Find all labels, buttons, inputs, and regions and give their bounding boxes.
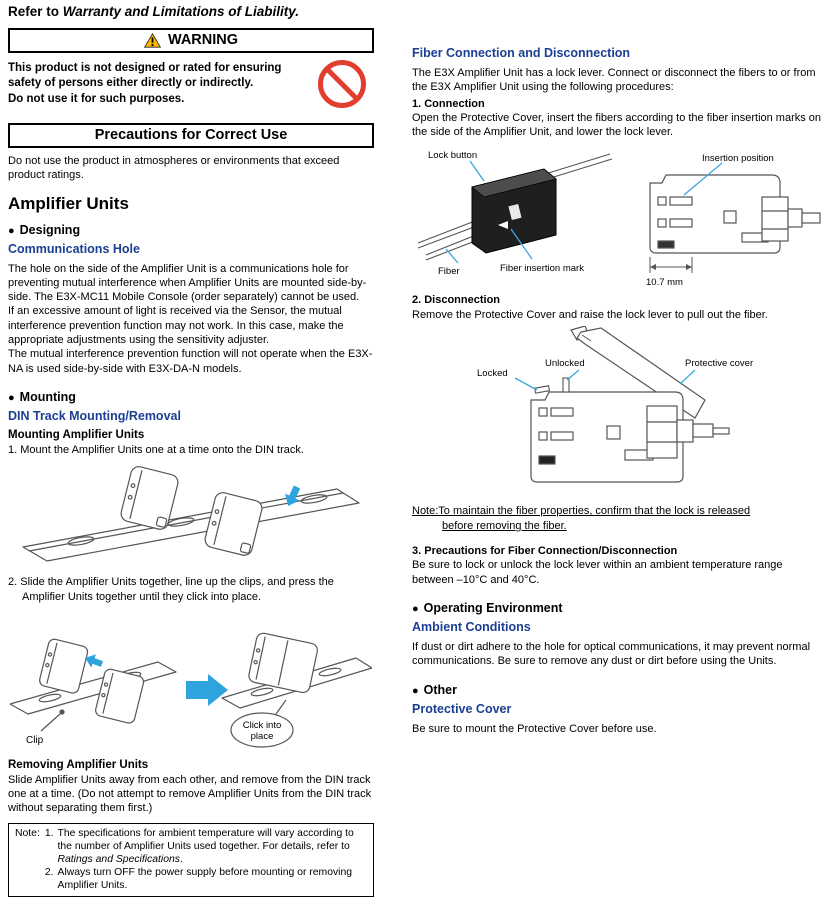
warning-title: WARNING xyxy=(167,32,239,48)
note-item-1 xyxy=(45,827,367,866)
fiber-connection-heading: Fiber Connection and Disconnection xyxy=(412,46,631,60)
comm-hole-para: The hole on the side of the Amplifier Unit is a communications hole for preventing mutual interference when Amplifier Units are mounted side-by-side. The E3X-MC11 Mobile Console (order separately) cannot be used. xyxy=(8,262,367,304)
refer-emphasis: Warranty and Limitations of Liability. xyxy=(62,4,300,19)
mounting-units-subhead: Mounting Amplifier Units xyxy=(8,428,145,441)
removing-body: Slide Amplifier Units away from each other, and remove from the DIN track one at a time. (Do not attempt to remove Amplifier Units from the DIN track without separating them first.) xyxy=(8,773,372,815)
mounting-step2: 2. Slide the Amplifier Units together, line up the clips, and press the Amplifier Units together until they click into place. xyxy=(8,576,334,603)
fiber-note xyxy=(412,504,824,534)
precautions-body: Do not use the product in atmospheres or environments that exceed product ratings. xyxy=(8,155,340,182)
note-item-text-part: The specifications for ambient temperature will vary according to the number of Amplifier Units used together. For details, refer to xyxy=(57,827,354,852)
connection-subhead: 1. Connection xyxy=(412,97,485,110)
protective-cover-label: Protective cover xyxy=(685,358,754,370)
operating-environment-label: Operating Environment xyxy=(423,600,563,615)
communications-hole-heading: Communications Hole xyxy=(8,241,140,256)
bullet-icon: ● xyxy=(412,684,419,697)
bullet-icon: ● xyxy=(412,602,419,615)
fiber-disconnection-diagram-wrap xyxy=(412,326,824,498)
din-mount-diagram xyxy=(21,461,361,571)
note-items xyxy=(45,827,367,892)
warning-title-box xyxy=(8,28,374,53)
click-into-place-label: place xyxy=(250,730,274,742)
warning-body xyxy=(8,61,310,108)
din-mount-diagram-wrap xyxy=(8,461,374,571)
note-item-text xyxy=(58,827,367,866)
mounting-label: Mounting xyxy=(19,389,76,404)
insertion-position-label: Insertion position xyxy=(702,153,774,165)
din-track-heading: DIN Track Mounting/Removal xyxy=(8,408,181,423)
ambient-note-box xyxy=(8,823,374,897)
protective-cover-body: Be sure to mount the Protective Cover before use. xyxy=(412,722,657,735)
mounting-heading xyxy=(8,390,374,404)
note-item-text-part: . xyxy=(179,853,183,865)
fiber-note-line2: before removing the fiber. xyxy=(442,520,567,533)
fiber-intro: The E3X Amplifier Unit has a lock lever. Connect or disconnect the fibers to or from the E3X Amplifier Unit using the following procedures: xyxy=(412,67,816,94)
operating-environment-heading xyxy=(412,601,824,615)
fiber-disconnection-diagram xyxy=(433,326,803,498)
fiber-connection-diagram xyxy=(414,147,822,289)
prohibition-icon xyxy=(316,58,368,110)
fiber-label: Fiber xyxy=(438,266,460,278)
connection-body: Open the Protective Cover, insert the fibers according to the fiber insertion marks on the side of the Amplifier Unit, and lower the lock lever. xyxy=(412,111,822,139)
precautions-title: Precautions for Correct Use xyxy=(94,127,288,143)
amplifier-units-title: Amplifier Units xyxy=(8,193,129,213)
designing-label: Designing xyxy=(19,222,81,237)
refer-line xyxy=(8,0,374,19)
ambient-conditions-body: If dust or dirt adhere to the hole for optical communications, it may prevent normal communications. Be sure to remove any dust or dirt before using the Units. xyxy=(412,640,811,668)
designing-heading xyxy=(8,223,374,237)
removing-units-subhead: Removing Amplifier Units xyxy=(8,758,149,771)
bullet-icon: ● xyxy=(8,224,15,237)
fiber-connection-diagram-wrap xyxy=(412,147,824,289)
comm-hole-para: The mutual interference prevention function will not operate when the E3X-NA is used side-by-side with E3X-DA-N models. xyxy=(8,348,373,375)
right-column xyxy=(412,46,824,736)
fiber-note-line1: Note:To maintain the fiber properties, confirm that the lock is released xyxy=(412,505,751,518)
note-label: Note: xyxy=(15,827,40,839)
fiber-precautions-body: Be sure to lock or unlock the lock lever within an ambient temperature range between –10°C and 40°C. xyxy=(412,559,783,586)
bullet-icon: ● xyxy=(8,391,15,404)
mounting-step1: 1. Mount the Amplifier Units one at a time onto the DIN track. xyxy=(8,443,304,456)
fiber-insertion-mark-label: Fiber insertion mark xyxy=(500,263,584,275)
comm-hole-para: If an excessive amount of light is received via the Sensor, the mutual interference prevention function may not work. In this case, make the appropriate adjustments using the sensitivity adjuster. xyxy=(8,305,344,347)
other-label: Other xyxy=(423,682,457,697)
click-into-place-label: Click into xyxy=(242,719,282,731)
precautions-title-box xyxy=(8,123,374,148)
left-column xyxy=(8,0,374,897)
note-item-number: 1. xyxy=(44,827,54,839)
din-slide-diagram xyxy=(10,608,372,754)
dimension-label: 10.7 mm xyxy=(646,277,683,289)
disconnection-body: Remove the Protective Cover and raise the lock lever to pull out the fiber. xyxy=(412,308,768,321)
disconnection-subhead: 2. Disconnection xyxy=(412,294,501,307)
refer-prefix: Refer to xyxy=(8,4,63,19)
fiber-precautions-subhead: 3. Precautions for Fiber Connection/Disconnection xyxy=(412,545,678,558)
din-slide-diagram-wrap xyxy=(8,608,374,754)
note-item-italic: Ratings and Specifications xyxy=(57,853,180,865)
unlocked-label: Unlocked xyxy=(545,358,585,370)
protective-cover-heading: Protective Cover xyxy=(412,701,512,716)
note-item-number: 2. xyxy=(44,866,54,878)
clip-label: Clip xyxy=(26,734,44,746)
ambient-conditions-heading: Ambient Conditions xyxy=(412,619,531,634)
prohibition-icon-wrap xyxy=(310,58,374,110)
warning-line: Do not use it for such purposes. xyxy=(8,92,185,105)
warning-line: This product is not designed or rated for ensuring xyxy=(8,61,282,74)
warning-triangle-icon xyxy=(144,33,161,48)
note-item-2 xyxy=(45,866,367,892)
big-right-arrow-icon xyxy=(186,674,228,706)
warning-body-row xyxy=(8,58,374,110)
warning-line: safety of persons either directly or indirectly. xyxy=(8,77,254,90)
note-item-text: Always turn OFF the power supply before mounting or removing Amplifier Units. xyxy=(57,866,353,891)
other-heading xyxy=(412,683,824,697)
locked-label: Locked xyxy=(477,368,508,380)
lock-button-label: Lock button xyxy=(428,150,478,162)
